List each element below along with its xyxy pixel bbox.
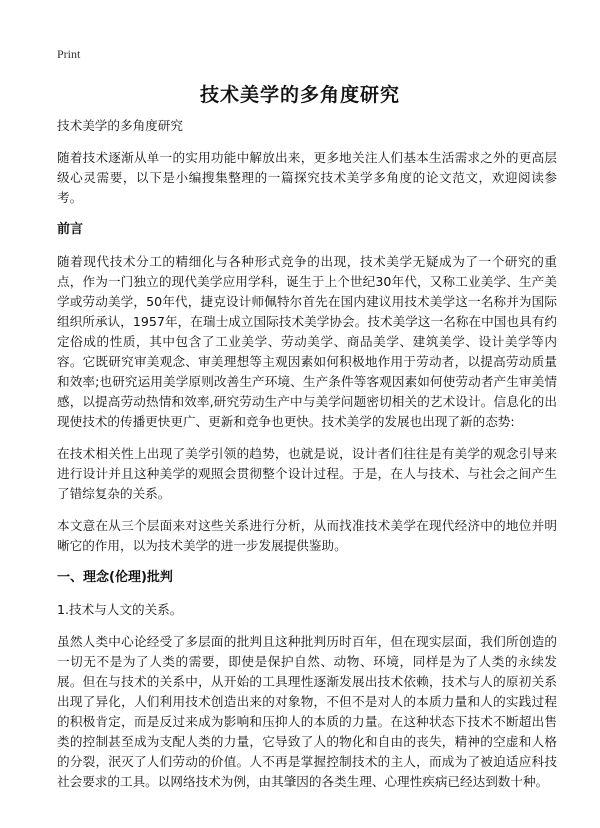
document-body xyxy=(57,116,557,804)
paragraph-1: 随着现代技术分工的精细化与各种形式竞争的出现，技术美学无疑成为了一个研究的重点，作为一门独立的现代美学应用学科，诞生于上个世纪30年代，又称工业美学、生产美学或劳动美学，50年代，捷克设计师佩特尔首先在国内建议用技术美学这一名称并为国际组织所承认，1957年，在瑞士成立国际技术美学协会。技术美学这一名称在中国也具有约定俗成的性质，其中包含了工业美学、劳动美学、商品美学、建筑美学、设计美学等内容。它既研究审美观念、审美理想等主观因素如何积极地作用于劳动者，以提高劳动质量和效率;也研究运用美学原则改善生产环境、生产条件等客观因素如何使劳动者产生审美情感，以提高劳动热情和效率,研究劳动生产中与美学问题密切相关的艺术设计。信息化的出现使技术的传播更快更广、更新和竞争也更快。技术美学的发展也出现了新的态势: xyxy=(57,254,557,429)
section-heading-one: 一、理念(伦理)批判 xyxy=(57,570,173,585)
document-title: 技术美学的多角度研究 xyxy=(199,84,400,106)
section-heading-preface: 前言 xyxy=(57,222,84,237)
paragraph-3: 本文意在从三个层面来对这些关系进行分析，从而找准技术美学在现代经济中的地位并明晰它的作用，以为技术美学的进一步发展提供鉴助。 xyxy=(57,518,557,553)
print-label[interactable]: Print xyxy=(57,47,81,61)
intro-paragraph: 随着技术逐渐从单一的实用功能中解放出来，更多地关注人们基本生活需求之外的更高层级心灵需要，以下是小编搜集整理的一篇探究技术美学多角度的论文范文，欢迎阅读参考。 xyxy=(57,150,557,205)
document-subtitle: 技术美学的多角度研究 xyxy=(57,118,183,133)
paragraph-4: 虽然人类中心论经受了多层面的批判且这种批判历时百年，但在现实层面，我们所创造的一切无不是为了人类的需要，即使是保护自然、动物、环境，同样是为了人类的永续发展。但在与技术的关系中，从开始的工具理性逐渐发展出技术依赖，技术与人的原初关系出现了异化，人们利用技术创造出来的对象物，不但不是对人的本质力量和人的实践过程的积极肯定，而是反过来成为影响和压抑人的本质的力量。在这种状态下技术不断超出售类的控制甚至成为支配人类的力量，它导致了人的物化和自由的丧失，精神的空虚和人格的分裂，泯灭了人们劳动的价值。人不再是掌握控制技术的主人，而成为了被迫适应科技社会要求的工具。以网络技术为例，由其肇因的各类生理、心理性疾病已经达到数十种。 xyxy=(57,634,557,789)
paragraph-2: 在技术相关性上出现了美学引领的趋势，也就是说，设计者们往往是有美学的观念引导来进行设计并且这种美学的观照会贯彻整个设计过程。于是，在人与技术、与社会之间产生了错综复杂的关系。 xyxy=(57,446,557,501)
subheading-1: 1.技术与人文的关系。 xyxy=(57,602,183,617)
